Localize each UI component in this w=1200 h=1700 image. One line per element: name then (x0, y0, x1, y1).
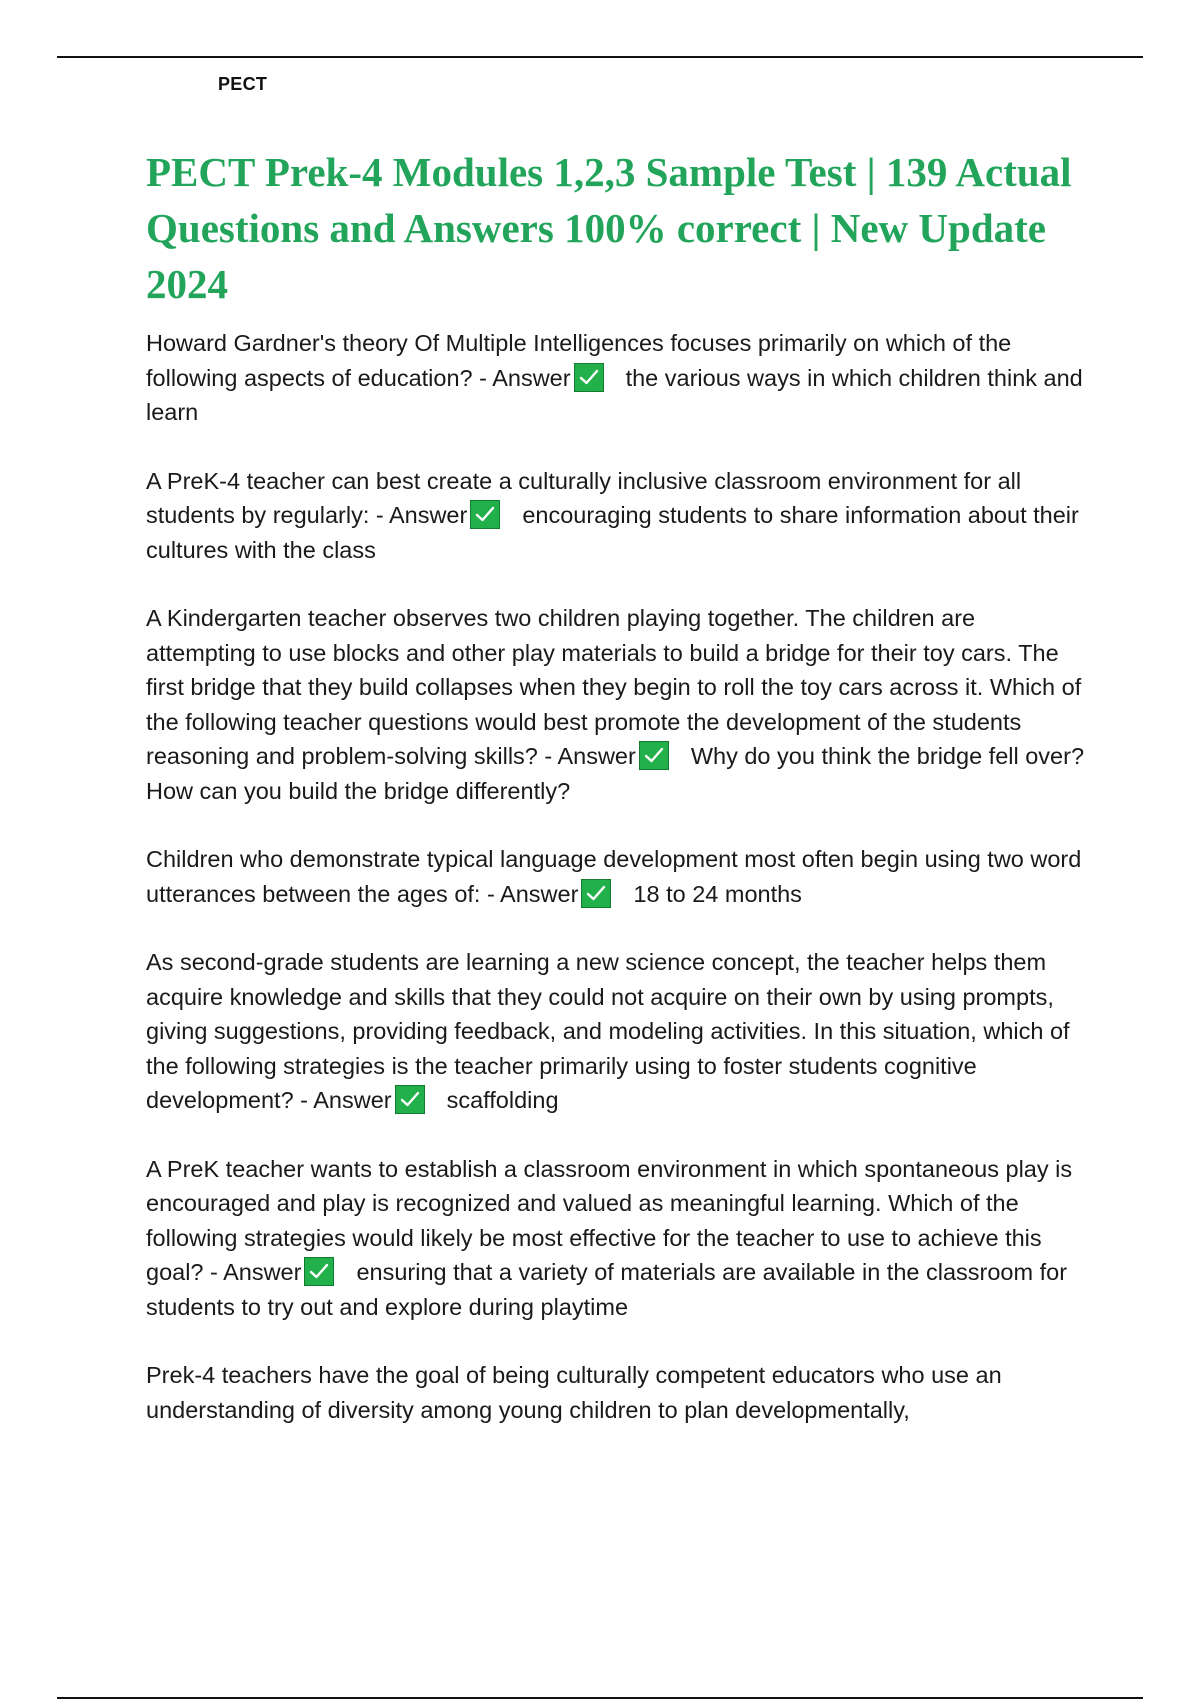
running-header: PECT (218, 74, 268, 94)
question-text: A Kindergarten teacher observes two children playing together. The children are attempting to use blocks and other play materials to build a bridge for their toy cars. The first bridge that they build collapses when they begin to roll the toy cars across it. Which of the following teacher questions would best promote the development of the students reasoning and problem-solving skills? (146, 605, 1082, 769)
checkmark-icon (470, 500, 500, 529)
checkmark-icon (574, 363, 604, 392)
question-text: A PreK-4 teacher can best create a culturally inclusive classroom environment for all students by regularly: (146, 467, 1022, 528)
answer-marker: - Answer (544, 743, 636, 769)
answer-marker: - Answer (300, 1087, 392, 1113)
qa-item (146, 601, 1086, 808)
answer-marker: - Answer (479, 364, 571, 391)
qa-list (146, 326, 1086, 1461)
answer-marker: - Answer (210, 1259, 302, 1285)
qa-item (146, 326, 1086, 430)
answer-text: encouraging students to share information about their cultures with the class (146, 502, 1079, 563)
question-text: Children who demonstrate typical language development most often begin using two word utterances between the ages of: (146, 846, 1082, 907)
question-text: Howard Gardner's theory Of Multiple Intelligences focuses primarily on which of the following aspects of education? (146, 330, 1012, 391)
checkmark-icon (304, 1257, 334, 1286)
answer-text: the various ways in which children think and learn (146, 364, 1083, 425)
answer-marker: - Answer (375, 502, 468, 528)
qa-item (146, 842, 1086, 911)
footer-rule (57, 1697, 1143, 1699)
question-text: A PreK teacher wants to establish a classroom environment in which spontaneous play is encouraged and play is recognized and valued as meaningful learning. Which of the following strategies would likely be most effective for the teacher to use to achieve this goal? (146, 1155, 1073, 1285)
checkmark-icon (395, 1085, 425, 1114)
document-title: PECT Prek-4 Modules 1,2,3 Sample Test | 139 Actual Questions and Answers 100% correct | New Update 2024 (146, 149, 1072, 307)
qa-item (146, 464, 1086, 568)
qa-item (146, 945, 1086, 1118)
header-rule (57, 56, 1143, 58)
checkmark-icon (581, 879, 611, 908)
answer-text: scaffolding (446, 1087, 559, 1113)
answer-text: ensuring that a variety of materials are available in the classroom for students to try out and explore during playtime (146, 1259, 1068, 1320)
checkmark-icon (639, 741, 669, 770)
qa-item (146, 1152, 1086, 1325)
answer-text: Why do you think the bridge fell over? How can you build the bridge differently? (146, 743, 1085, 804)
question-text: Prek-4 teachers have the goal of being culturally competent educators who use an understanding of diversity among young children to plan developmentally, (146, 1362, 1002, 1423)
answer-text: 18 to 24 months (633, 880, 802, 907)
qa-item (146, 1358, 1086, 1427)
answer-marker: - Answer (486, 880, 579, 907)
question-text: As second-grade students are learning a new science concept, the teacher helps them acquire knowledge and skills that they could not acquire on their own by using prompts, giving suggestions, providing feedback, and modeling activities. In this situation, which of the following strategies is the teacher primarily using to foster students cognitive development? (146, 949, 1070, 1113)
